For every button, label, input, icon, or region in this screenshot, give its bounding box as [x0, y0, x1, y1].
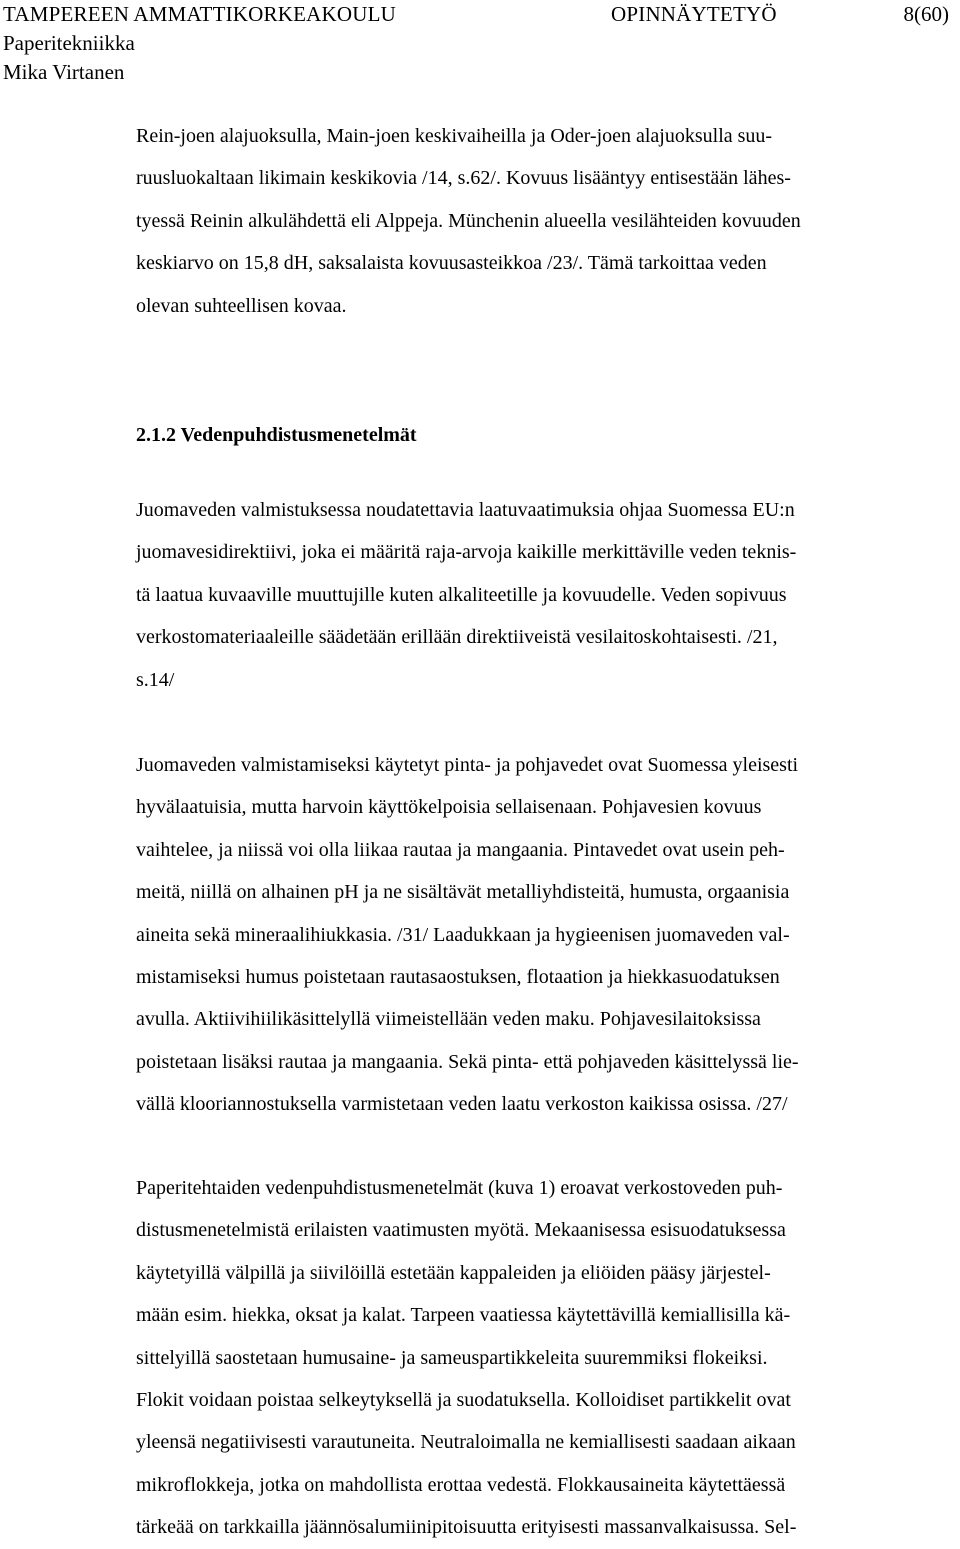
paragraph-text: Rein-joen alajuoksulla, Main-joen keskivaiheilla ja Oder-joen alajuoksulla suu- ruusluokaltaan likimain keskikovia /14, s.62/. Kovuus lisääntyy entisestään lähes- tyessä Reinin alkulähdettä eli Alppeja. Münchenin alueella vesilähteiden kovuuden keskiarvo on 15,8 dH, saksalaista kovuusasteikkoa /23/. Tämä tarkoittaa veden olevan suhteellisen kovaa. — [136, 125, 801, 317]
degree-programme: Paperitekniikka — [3, 31, 135, 55]
author-name: Mika Virtanen — [3, 60, 125, 84]
page-number: 8(60) — [903, 2, 949, 26]
body-paragraph — [136, 115, 948, 327]
page-header — [3, 2, 949, 89]
body-paragraph — [136, 489, 948, 701]
paragraph-text: Juomaveden valmistamiseksi käytetyt pinta- ja pohjavedet ovat Suomessa yleisesti hyvälaatuisia, mutta harvoin käyttökelpoisia sellaisenaan. Pohjavesien kovuus vaihtelee, ja niissä voi olla liikaa rautaa ja mangaania. Pintavedet ovat usein peh- meitä, niillä on alhainen pH ja ne sisältävät metalliyhdisteitä, humusta, orgaanisia aineita sekä mineraalihiukkasia. /31/ Laadukkaan ja hygieenisen juomaveden val- mistamiseksi humus poistetaan rautasaostuksen, flotaation ja hiekkasuodatuksen avulla. Aktiivihiilikäsittelyllä viimeistellään veden maku. Pohjavesilaitoksissa poistetaan lisäksi rautaa ja mangaania. Sekä pinta- että pohjaveden käsittelyssä lie- vällä klooriannostuksella varmistetaan veden laatu verkoston kaikissa osissa. /27/ — [136, 754, 799, 1116]
body-paragraph — [136, 1167, 948, 1549]
document-type: OPINNÄYTETYÖ — [611, 2, 777, 26]
paragraph-text: Juomaveden valmistuksessa noudatettavia laatuvaatimuksia ohjaa Suomessa EU:n juomavesidirektiivi, joka ei määritä raja-arvoja kaikille merkittäville veden teknis- tä laatua kuvaaville muuttujille kuten alkaliteetille ja kovuudelle. Veden sopivuus verkostomateriaaleille säädetään erillään direktiiveistä vesilaitoskohtaisesti. /21, s.14/ — [136, 499, 797, 691]
paragraph-text: Paperitehtaiden vedenpuhdistusmenetelmät (kuva 1) eroavat verkostoveden puh- distusmenetelmistä erilaisten vaatimusten myötä. Mekaanisessa esisuodatuksessa käytetyillä välpillä ja siivilöillä estetään kappaleiden ja eliöiden pääsy järjestel- mään esim. hiekka, oksat ja kalat. Tarpeen vaatiessa käytettävillä kemiallisilla kä- sittelyillä saostetaan humusaine- ja sameuspartikkeleita suuremmiksi flokeiksi. Flokit voidaan poistaa selkeytyksellä ja suodatuksella. Kolloidiset partikkelit ovat yleensä negatiivisesti varautuneita. Neutraloimalla ne kemiallisesti saadaan aikaan mikroflokkeja, jotka on mahdollista erottaa vedestä. Flokkausaineita käytettäessä tärkeää on tarkkailla jäännösalumiinipitoisuutta erityisesti massanvalkaisussa. Sel- — [136, 1177, 797, 1539]
section-heading: 2.1.2 Vedenpuhdistusmenetelmät — [136, 424, 417, 446]
institution-name: TAMPEREEN AMMATTIKORKEAKOULU — [3, 2, 396, 26]
body-paragraph — [136, 744, 948, 1126]
header-top-row — [3, 2, 949, 31]
